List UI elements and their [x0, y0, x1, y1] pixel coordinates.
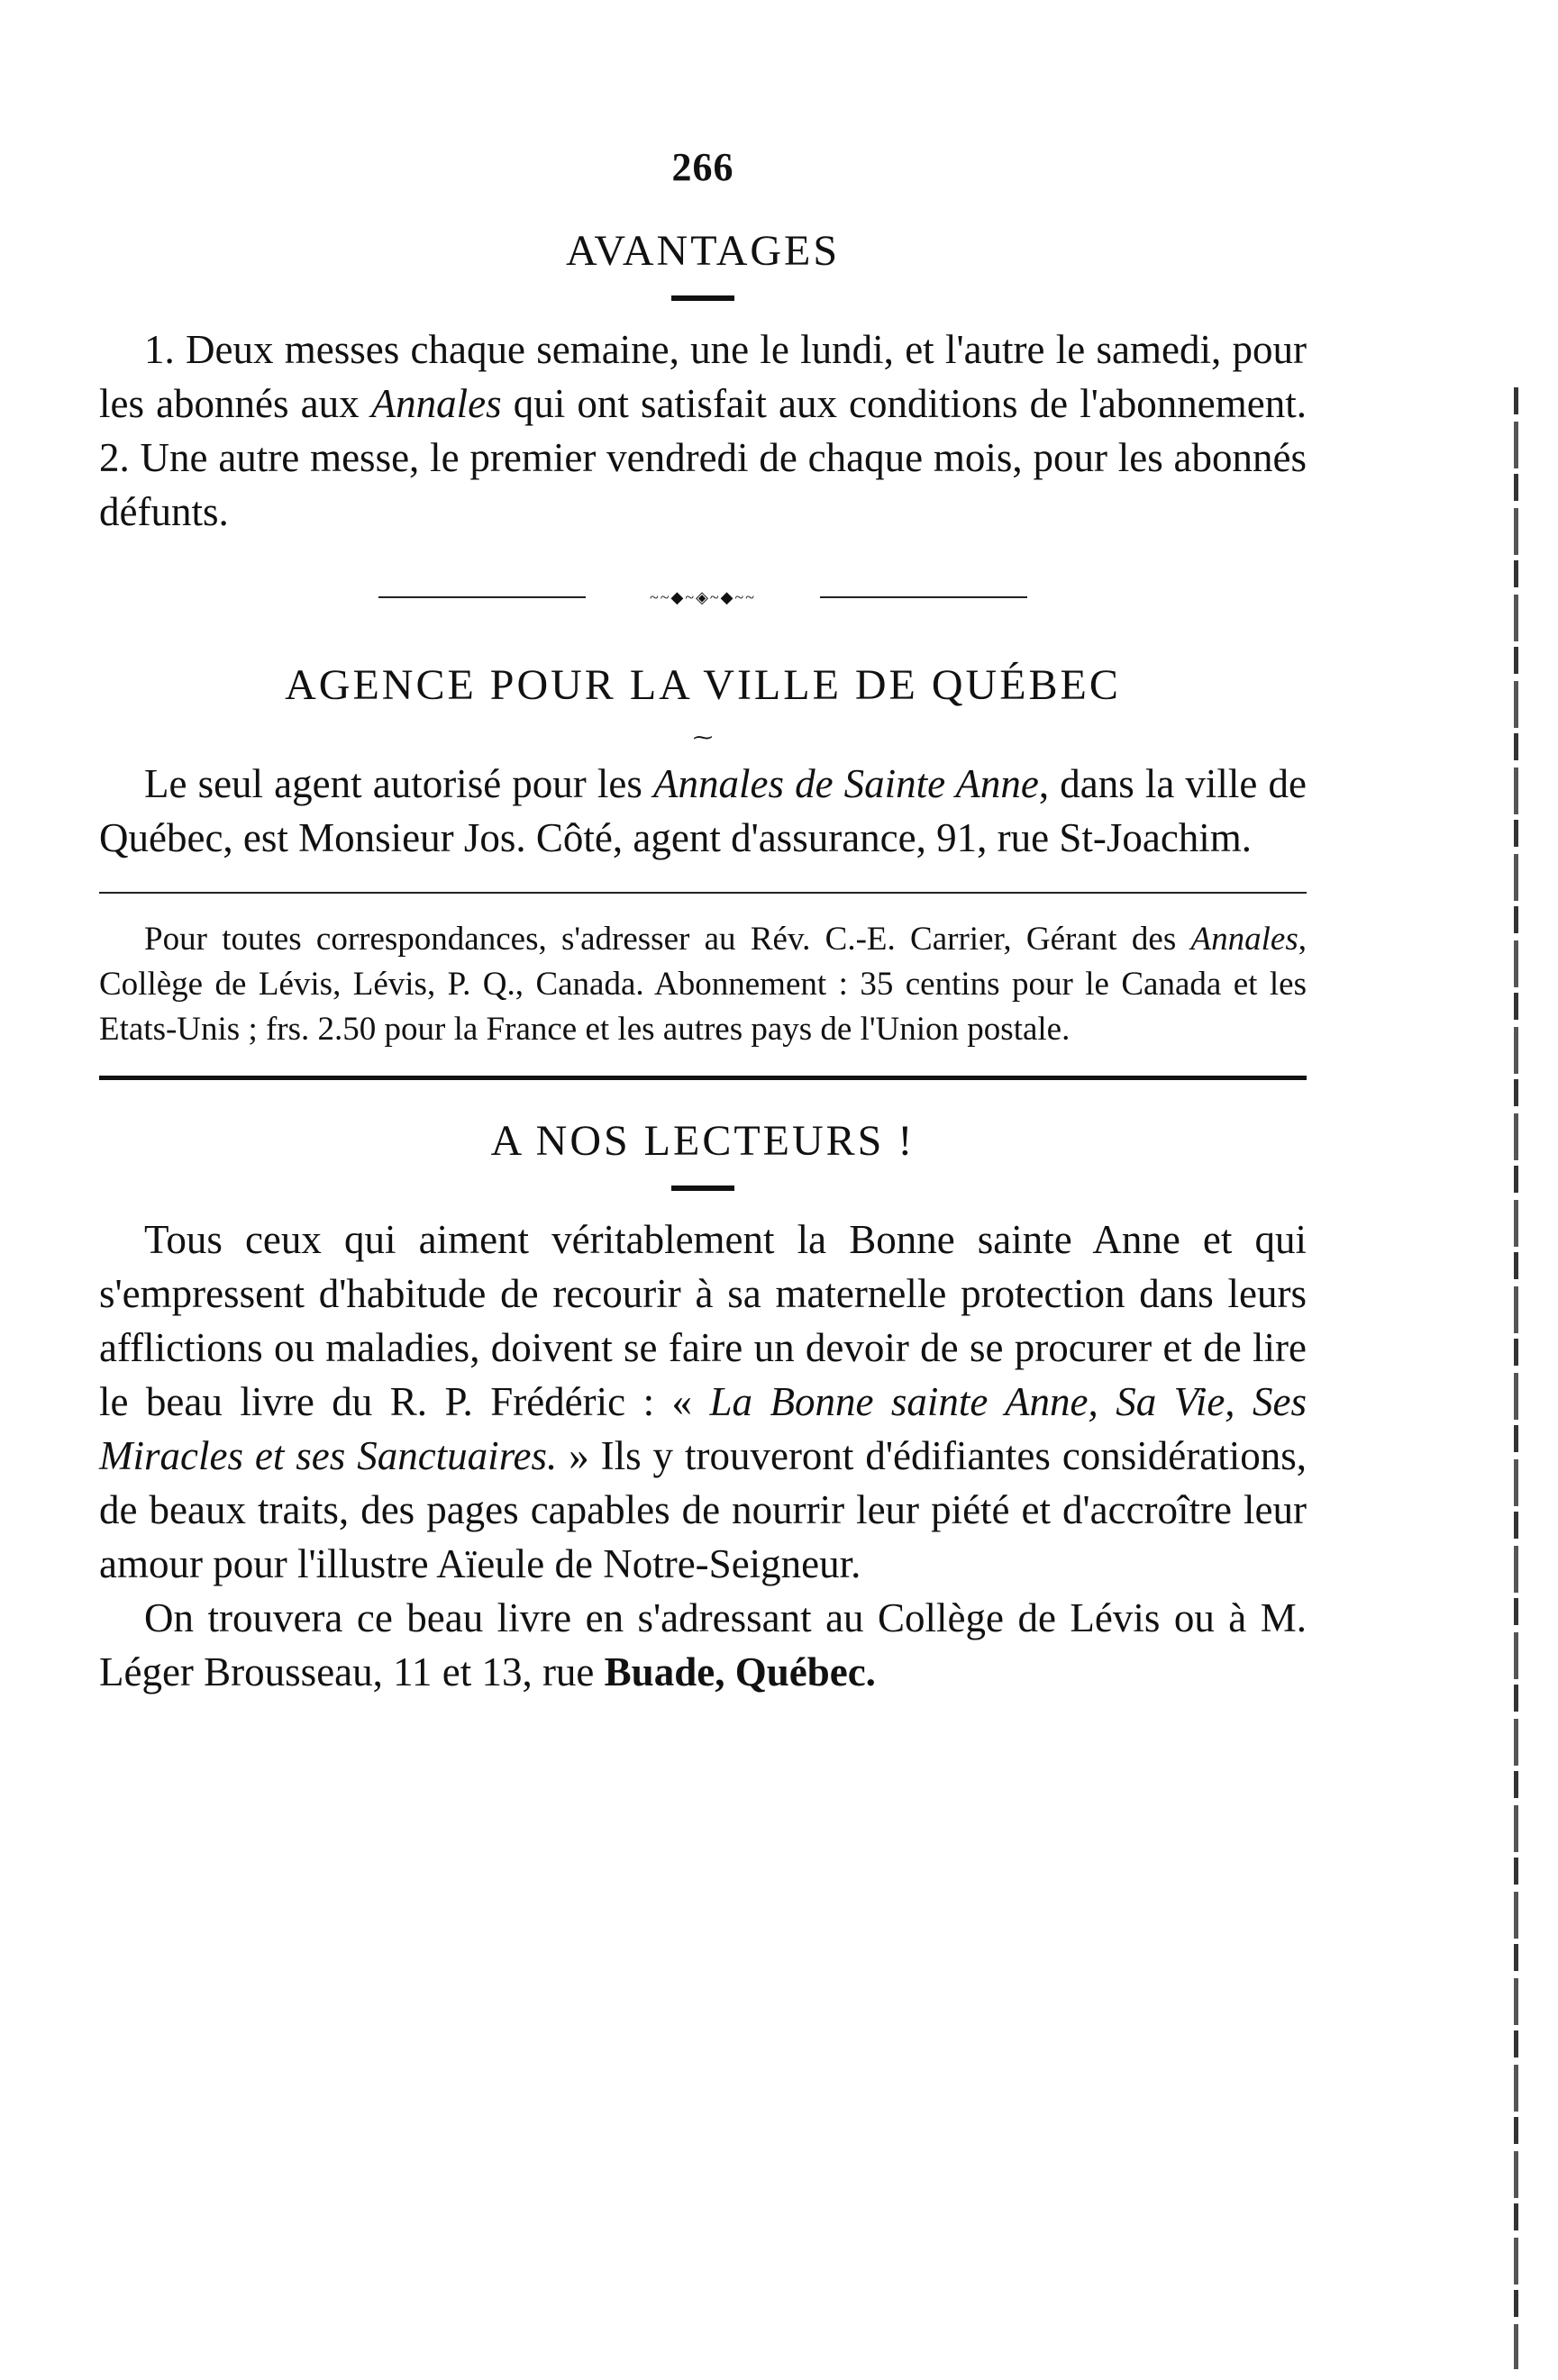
avantages-paragraph	[99, 322, 1307, 539]
thin-rule	[99, 892, 1307, 894]
ornament-line-left	[378, 596, 586, 598]
text-run: 1. Deux messes chaque semaine, une le lundi, et l'autre le samedi, pour les abonnés aux	[99, 327, 1307, 426]
italic-run: Annales de Sainte Anne	[652, 761, 1039, 806]
thick-rule	[99, 1076, 1307, 1080]
italic-run: Annales	[1190, 921, 1298, 958]
ornament-line-right	[820, 596, 1027, 598]
title-rule	[671, 1185, 734, 1191]
section-title-agence: AGENCE POUR LA VILLE DE QUÉBEC	[285, 661, 1121, 709]
correspondence-note	[99, 917, 1307, 1052]
italic-run: La Bonne sainte Anne, Sa Vie, Ses Miracles et ses Sanctuaires.	[99, 1379, 1307, 1478]
text-run: , dans la ville de Québec, est Monsieur Jos. Côté, agent d'assurance, 91, rue St-Joachim.	[99, 761, 1307, 860]
italic-run: Annales	[370, 381, 502, 426]
title-rule	[671, 295, 734, 301]
page-number: 266	[671, 145, 734, 189]
text-run: qui ont satisfait aux conditions de l'abonnement. 2. Une autre messe, le premier vendredi de chaque mois, pour les abonnés défunts.	[99, 381, 1307, 534]
section-title-lecteurs: A NOS LECTEURS !	[490, 1117, 916, 1165]
text-run: Pour toutes correspondances, s'adresser au Rév. C.-E. Carrier, Gérant des	[144, 921, 1191, 958]
agence-paragraph	[99, 757, 1307, 865]
lecteurs-paragraph-1	[99, 1213, 1307, 1591]
text-run: On trouvera ce beau livre en s'adressant au Collège de Lévis ou à M. Léger Brousseau, 11 et 13, rue	[99, 1595, 1307, 1694]
section-divider-ornament	[378, 588, 1027, 606]
section-title-avantages: AVANTAGES	[565, 227, 841, 275]
text-run: Tous ceux qui aiment véritablement la Bonne sainte Anne et qui s'empressent d'habitude de recourir à sa maternelle protection dans leurs afflictions ou maladies, doivent se faire un devoir de se procurer et de lire le beau livre du R. P. Frédéric : «	[99, 1217, 1307, 1424]
page-edge-shadow	[1514, 387, 1518, 2369]
small-ornament: ⁓	[693, 726, 713, 749]
text-run: Le seul agent autorisé pour les	[144, 761, 653, 806]
ornament-flourish: ~~◆~◈~◆~~	[650, 588, 756, 606]
lecteurs-paragraph-2	[99, 1591, 1307, 1699]
document-page	[99, 144, 1307, 1699]
text-run: , Collège de Lévis, Lévis, P. Q., Canada. Abonnement : 35 centins pour le Canada et les Etats-Unis ; frs. 2.50 pour la France et les autres pays de l'Union postale.	[99, 921, 1307, 1048]
bold-run: Buade, Québec.	[604, 1649, 876, 1694]
text-run: » Ils y trouveront d'édifiantes considérations, de beaux traits, des pages capables de nourrir leur piété et d'accroître leur amour pour l'illustre Aïeule de Notre-Seigneur.	[99, 1433, 1307, 1586]
